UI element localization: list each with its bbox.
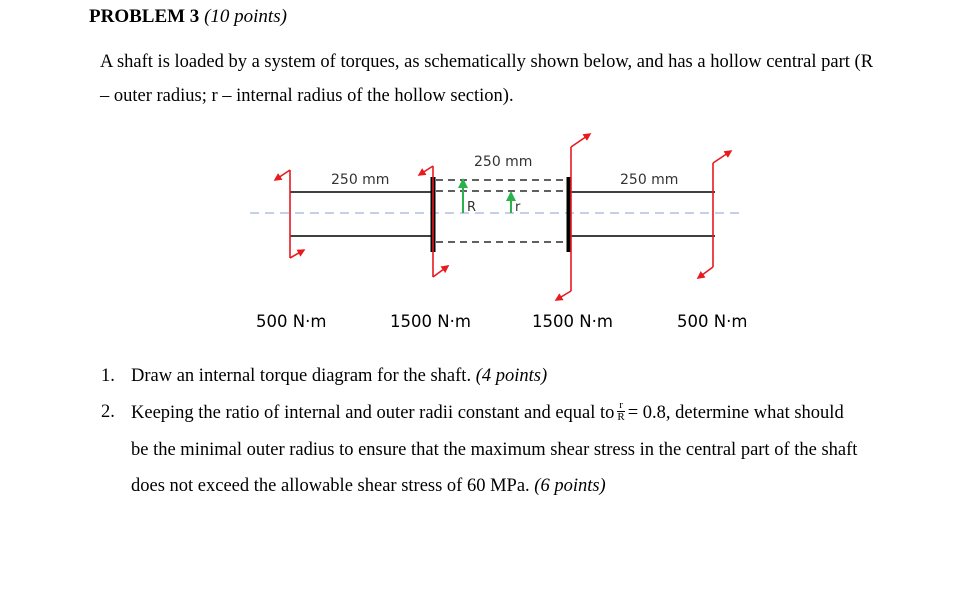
torque-arrow-1 xyxy=(275,170,304,258)
left-shaft-segment xyxy=(290,192,435,236)
torque-arrow-4 xyxy=(698,151,731,278)
question-2-points: (6 points) xyxy=(534,476,606,496)
question-2-number: 2. xyxy=(101,402,115,422)
problem-points: (10 points) xyxy=(204,6,287,27)
fraction-denominator: R xyxy=(617,411,625,423)
question-2-text-a: Keeping the ratio of internal and outer radii constant and equal to xyxy=(131,402,615,423)
problem-heading: PROBLEM 3 xyxy=(89,6,200,27)
label-inner-radius: r xyxy=(515,200,521,215)
hollow-section xyxy=(433,177,569,252)
torque-label-2: 1500 N·m xyxy=(390,312,471,331)
question-2-line-1 xyxy=(131,399,844,425)
intro-line-1: A shaft is loaded by a system of torques, as schematically shown below, and has a hollow central part (R xyxy=(100,52,874,72)
dim-label-right: 250 mm xyxy=(620,172,679,188)
right-shaft-segment xyxy=(570,192,715,236)
question-2-line-3 xyxy=(131,476,606,497)
question-2-line-2: be the minimal outer radius to ensure that the maximum shear stress in the central part of the shaft xyxy=(131,440,858,460)
torque-label-4: 500 N·m xyxy=(677,312,748,331)
torque-label-3: 1500 N·m xyxy=(532,312,613,331)
question-2-line-3-text: does not exceed the allowable shear stress of 60 MPa. xyxy=(131,476,530,496)
label-outer-radius: R xyxy=(467,200,477,215)
question-1-text: Draw an internal torque diagram for the shaft. xyxy=(131,366,472,386)
fraction-numerator: r xyxy=(619,399,623,411)
intro-line-2: – outer radius; r – internal radius of the hollow section). xyxy=(100,86,514,106)
dim-label-left: 250 mm xyxy=(331,172,390,188)
dim-label-center: 250 mm xyxy=(474,154,533,170)
torque-label-1: 500 N·m xyxy=(256,312,327,331)
ratio-fraction xyxy=(617,400,624,423)
question-1-points: (4 points) xyxy=(475,366,548,386)
question-1-number: 1. xyxy=(101,366,115,386)
question-1 xyxy=(131,366,547,387)
torque-arrow-3 xyxy=(556,134,590,300)
question-2-text-b: = 0.8, determine what should xyxy=(627,402,844,423)
torque-arrow-2 xyxy=(419,166,448,277)
